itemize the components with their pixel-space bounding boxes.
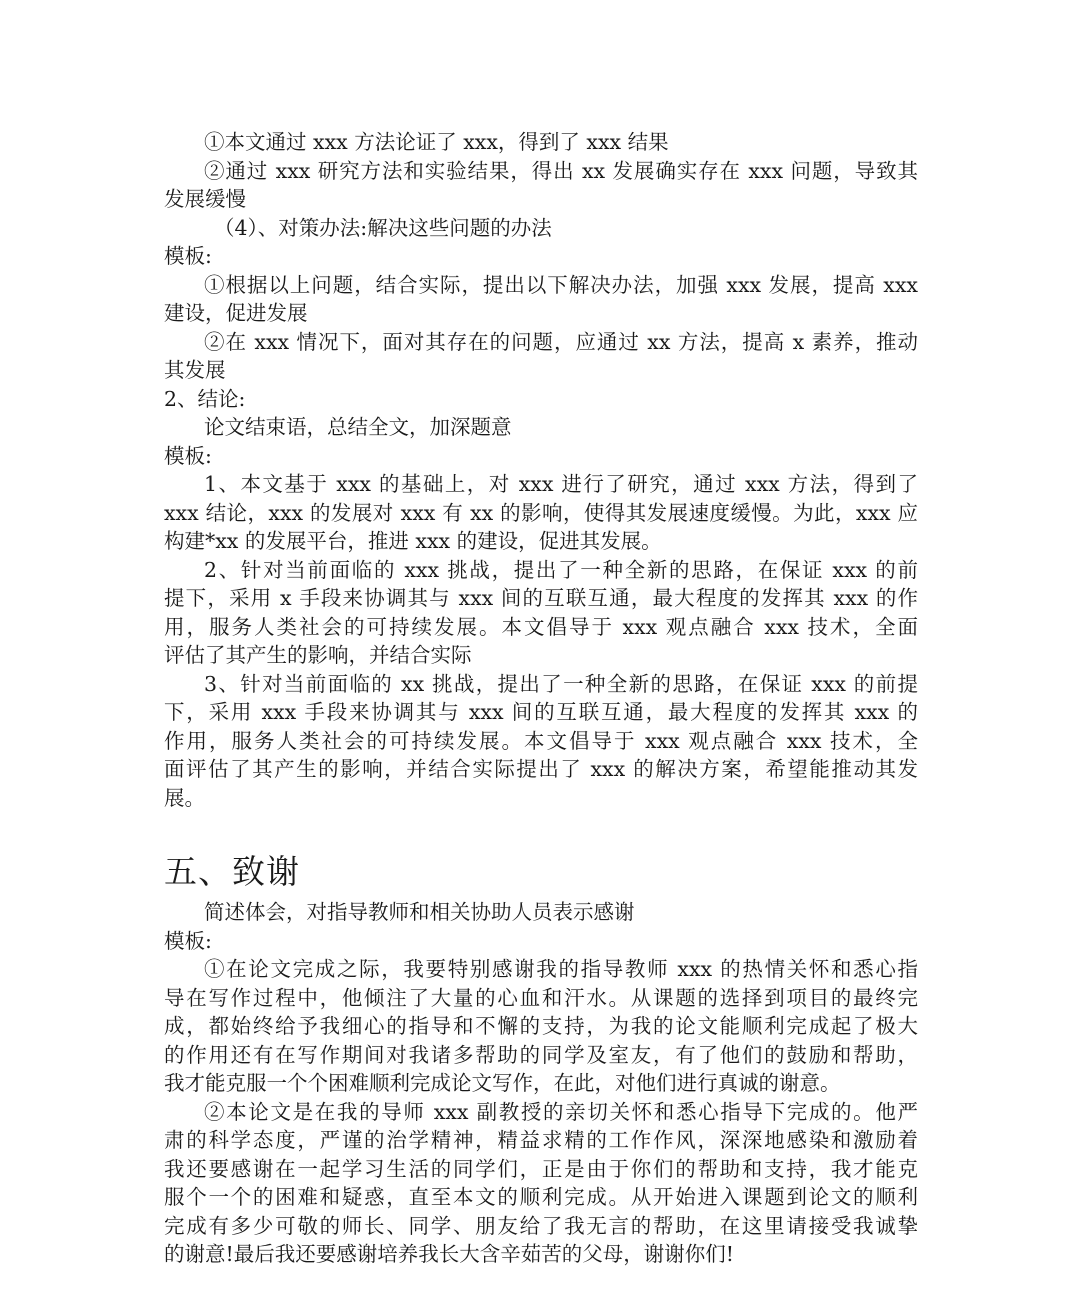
paragraph-line: ②在 xxx 情况下，面对其存在的问题，应通过 xx 方法，提高 x 素养，推动 bbox=[204, 329, 918, 354]
template-label: 模板: bbox=[164, 244, 212, 268]
document-page bbox=[164, 128, 918, 1269]
acknowledgement-heading: 五、致谢 bbox=[164, 852, 300, 891]
paragraph-line: 我才能克服一个个困难顺利完成论文写作，在此，对他们进行真诚的谢意。 bbox=[164, 1071, 841, 1095]
paragraph-line: 服个一个的困难和疑惑，直至本文的顺利完成。从开始进入课题到论文的顺利 bbox=[164, 1185, 918, 1209]
paragraph-line: xxx 结论，xxx 的发展对 xxx 有 xx 的影响，使得其发展速度缓慢。为此，xxx 应 bbox=[164, 500, 918, 525]
paragraph-line: ①根据以上问题，结合实际，提出以下解决办法，加强 xxx 发展，提高 xxx bbox=[204, 272, 918, 297]
conclusion-template-3 bbox=[164, 670, 918, 813]
conclusion-item-2 bbox=[164, 157, 918, 214]
conclusion-description: 论文结束语，总结全文，加深题意 bbox=[204, 415, 512, 439]
paragraph-line: 评估了其产生的影响，并结合实际 bbox=[164, 643, 472, 667]
paragraph-line: 面评估了其产生的影响，并结合实际提出了 xxx 的解决方案，希望能推动其发 bbox=[164, 757, 918, 781]
paragraph-line: ②通过 xxx 研究方法和实验结果，得出 xx 发展确实存在 xxx 问题，导致其 bbox=[204, 158, 918, 183]
paragraph-line: 导在写作过程中，他倾注了大量的心血和汗水。从课题的选择到项目的最终完 bbox=[164, 985, 918, 1010]
paragraph-line: 我还要感谢在一起学习生活的同学们，正是由于你们的帮助和支持，我才能克 bbox=[164, 1156, 918, 1181]
paragraph-line: ②本论文是在我的导师 xxx 副教授的亲切关怀和悉心指导下完成的。他严 bbox=[204, 1099, 918, 1124]
paragraph-line: 的谢意!最后我还要感谢培养我长大含辛茹苦的父母，谢谢你们! bbox=[164, 1242, 734, 1266]
paragraph-line: 3、针对当前面临的 xx 挑战，提出了一种全新的思路，在保证 xxx 的前提 bbox=[204, 671, 918, 696]
template-label: 模板: bbox=[164, 928, 212, 953]
acknowledgement-template-2 bbox=[164, 1098, 918, 1269]
paragraph-line: 提下，采用 x 手段来协调其与 xxx 间的互联互通，最大程度的发挥其 xxx 的作 bbox=[164, 586, 918, 610]
paragraph-line: 构建*xx 的发展平台，推进 xxx 的建设，促进其发展。 bbox=[164, 529, 662, 553]
paragraph-line: 1、本文基于 xxx 的基础上，对 xxx 进行了研究，通过 xxx 方法，得到了 bbox=[204, 472, 918, 496]
paragraph-line: 2、针对当前面临的 xxx 挑战，提出了一种全新的思路，在保证 xxx 的前 bbox=[204, 557, 918, 582]
conclusion-template-1 bbox=[164, 470, 918, 556]
paragraph-line: 其发展 bbox=[164, 358, 226, 382]
paragraph-line: ①在论文完成之际，我要特别感谢我的指导教师 xxx 的热情关怀和悉心指 bbox=[204, 957, 918, 981]
template-label: 模板: bbox=[164, 443, 212, 468]
subheading-countermeasures: （4）、对策办法:解决这些问题的办法 bbox=[214, 215, 552, 240]
paragraph-line: 成，都始终给予我细心的指导和不懈的支持，为我的论文能顺利完成起了极大 bbox=[164, 1014, 918, 1038]
paragraph-line: 发展缓慢 bbox=[164, 187, 246, 211]
conclusion-template-2 bbox=[164, 556, 918, 670]
paragraph-line: 肃的科学态度，严谨的治学精神，精益求精的工作作风，深深地感染和激励着 bbox=[164, 1128, 918, 1152]
acknowledgement-description: 简述体会，对指导教师和相关协助人员表示感谢 bbox=[204, 900, 635, 924]
paragraph-line: 下，采用 xxx 手段来协调其与 xxx 间的互联互通，最大程度的发挥其 xxx 的 bbox=[164, 700, 918, 724]
paragraph-line: 建设，促进发展 bbox=[164, 301, 308, 325]
solution-item-1 bbox=[164, 271, 918, 328]
paragraph-line: 作用，服务人类社会的可持续发展。本文倡导于 xxx 观点融合 xxx 技术，全 bbox=[164, 728, 918, 753]
paragraph-line: 完成有多少可敬的师长、同学、朋友给了我无言的帮助，在这里请接受我诚挚 bbox=[164, 1213, 918, 1238]
solution-item-2 bbox=[164, 328, 918, 385]
conclusion-item-1: ①本文通过 xxx 方法论证了 xxx，得到了 xxx 结果 bbox=[204, 130, 669, 154]
acknowledgement-template-1 bbox=[164, 955, 918, 1098]
paragraph-line: 展。 bbox=[164, 785, 205, 810]
conclusion-heading: 2、结论: bbox=[164, 386, 246, 411]
paragraph-line: 的作用还有在写作期间对我诸多帮助的同学及室友，有了他们的鼓励和帮助， bbox=[164, 1042, 918, 1067]
paragraph-line: 用，服务人类社会的可持续发展。本文倡导于 xxx 观点融合 xxx 技术，全面 bbox=[164, 614, 918, 639]
